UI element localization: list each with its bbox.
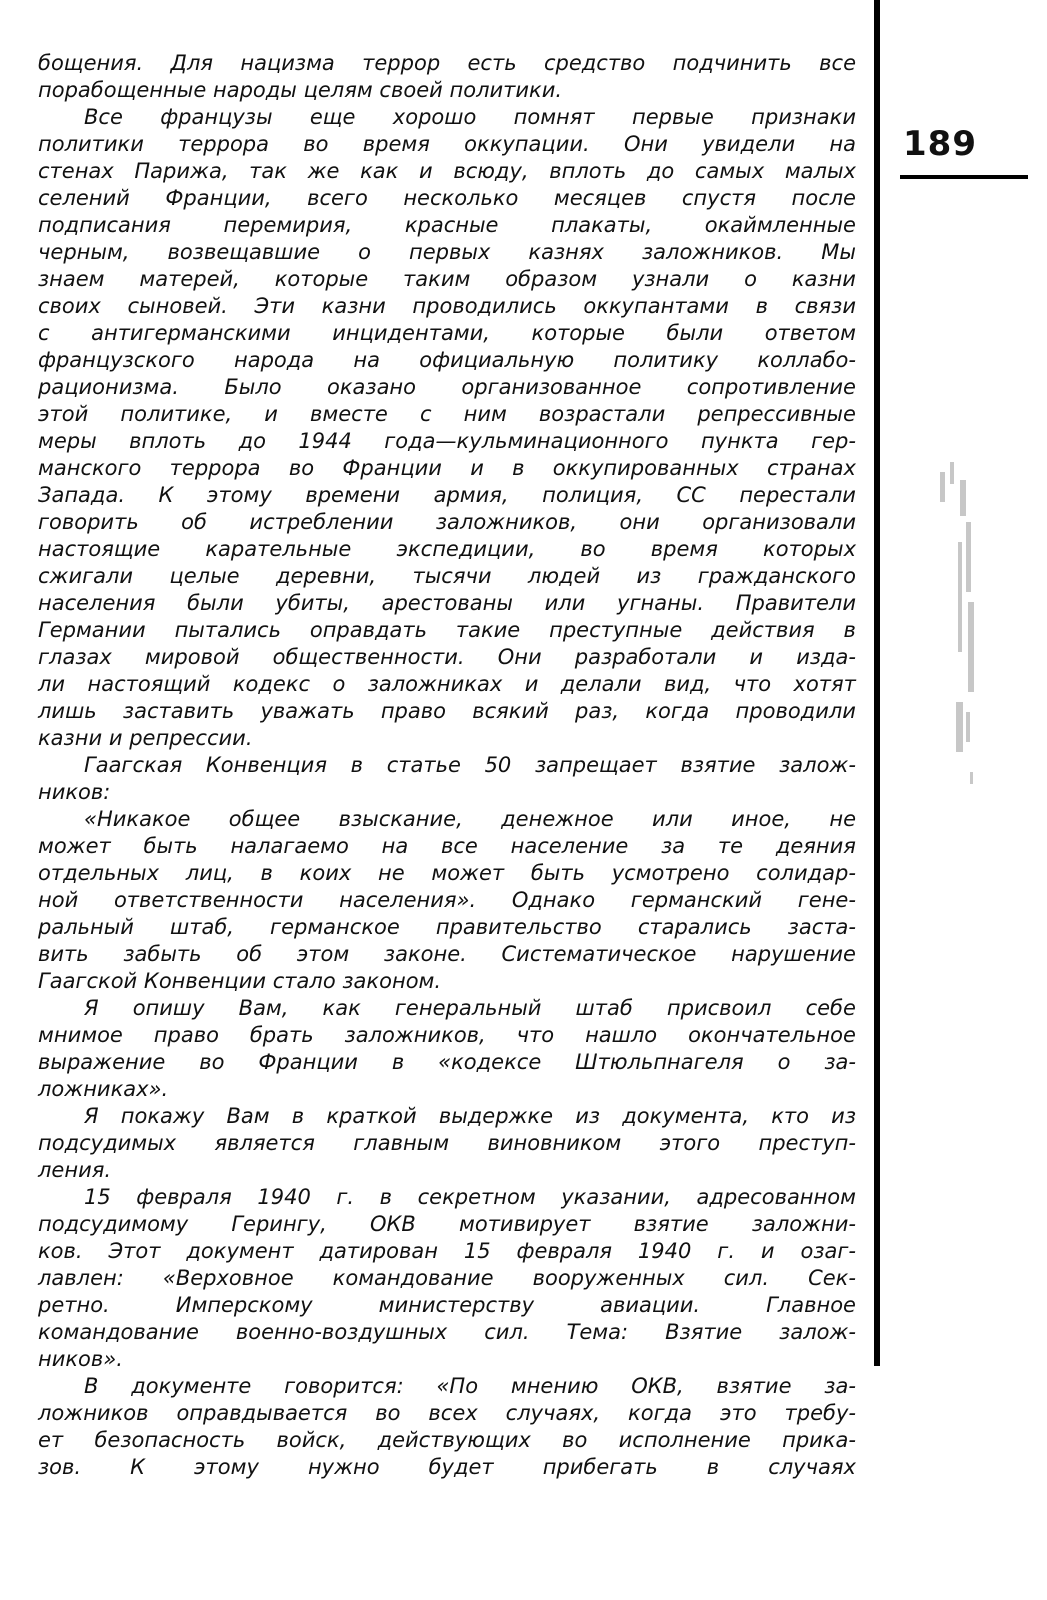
text-line: Запада. К этому времени армия, полиция, СС перестали <box>38 483 856 507</box>
body-text <box>38 50 856 1481</box>
text-line: глазах мировой общественности. Они разработали и изда- <box>38 645 856 669</box>
text-line: ет безопасность войск, действующих во исполнение прика- <box>38 1428 856 1452</box>
text-line: говорить об истреблении заложников, они организовали <box>38 510 856 534</box>
text-line: лавлен: «Верховное командование вооруженных сил. Сек- <box>38 1266 856 1290</box>
text-line: своих сыновей. Эти казни проводились оккупантами в связи <box>38 294 856 318</box>
page-number-underline <box>900 175 1028 179</box>
text-line: населения были убиты, арестованы или угнаны. Правители <box>38 591 856 615</box>
text-line: ральный штаб, германское правительство старались заста- <box>38 915 856 939</box>
text-line: может быть налагаемо на все население за те деяния <box>38 834 856 858</box>
text-line: Германии пытались оправдать такие преступные действия в <box>38 618 856 642</box>
paragraph <box>38 1103 856 1184</box>
text-line: черным, возвещавшие о первых казнях заложников. Мы <box>38 240 856 264</box>
text-line: ложниках». <box>38 1077 169 1101</box>
text-line: манского террора во Франции и в оккупированных странах <box>38 456 856 480</box>
text-line: казни и репрессии. <box>38 726 253 750</box>
text-line: зов. К этому нужно будет прибегать в случаях <box>38 1455 856 1479</box>
text-line: ложников оправдывается во всех случаях, когда это требу- <box>38 1401 856 1425</box>
text-line: подписания перемирия, красные плакаты, окаймленные <box>38 213 856 237</box>
text-line: ников». <box>38 1347 123 1371</box>
text-line: вить забыть об этом законе. Систематическое нарушение <box>38 942 856 966</box>
text-line: ления. <box>38 1158 112 1182</box>
text-line: французского народа на официальную политику коллабо- <box>38 348 856 372</box>
text-line: В документе говорится: «По мнению ОКВ, взятие за- <box>84 1374 856 1398</box>
paragraph <box>38 104 856 752</box>
text-line: выражение во Франции в «кодексе Штюльпнагеля о за- <box>38 1050 856 1074</box>
text-line: подсудимых является главным виновником этого преступ- <box>38 1131 856 1155</box>
text-line: стенах Парижа, так же как и всюду, вплоть до самых малых <box>38 159 856 183</box>
paragraph <box>38 752 856 806</box>
text-line: 15 февраля 1940 г. в секретном указании, адресованном <box>84 1185 856 1209</box>
text-line: сжигали целые деревни, тысячи людей из гражданского <box>38 564 856 588</box>
text-line: знаем матерей, которые таким образом узнали о казни <box>38 267 856 291</box>
text-line: Я покажу Вам в краткой выдержке из документа, кто из <box>84 1104 856 1128</box>
text-line: ников: <box>38 780 111 804</box>
text-line: Все французы еще хорошо помнят первые признаки <box>84 105 856 129</box>
text-line: меры вплоть до 1944 года—кульминационного пункта гер- <box>38 429 856 453</box>
faded-stamp-mark <box>936 462 980 792</box>
text-line: бощения. Для нацизма террор есть средство подчинить все <box>38 51 856 75</box>
text-line: лишь заставить уважать право всякий раз, когда проводили <box>38 699 856 723</box>
margin-vertical-rule <box>874 0 880 1366</box>
text-line: рационизма. Было оказано организованное сопротивление <box>38 375 856 399</box>
text-line: настоящие карательные экспедиции, во время которых <box>38 537 856 561</box>
text-line: командование военно-воздушных сил. Тема: Взятие залож- <box>38 1320 856 1344</box>
text-line: селений Франции, всего несколько месяцев спустя после <box>38 186 856 210</box>
text-line: ретно. Имперскому министерству авиации. Главное <box>38 1293 856 1317</box>
text-line: Гаагской Конвенции стало законом. <box>38 969 442 993</box>
paragraph <box>38 1373 856 1481</box>
text-line: «Никакое общее взыскание, денежное или иное, не <box>84 807 856 831</box>
text-line: порабощенные народы целям своей политики. <box>38 78 563 102</box>
text-line: Я опишу Вам, как генеральный штаб присвоил себе <box>84 996 856 1020</box>
text-line: ков. Этот документ датирован 15 февраля 1940 г. и озаг- <box>38 1239 856 1263</box>
text-line: ной ответственности населения». Однако германский гене- <box>38 888 856 912</box>
text-line: политики террора во время оккупации. Они увидели на <box>38 132 856 156</box>
paragraph <box>38 1184 856 1373</box>
paragraph <box>38 995 856 1103</box>
text-line: мнимое право брать заложников, что нашло окончательное <box>38 1023 856 1047</box>
text-line: Гаагская Конвенция в статье 50 запрещает взятие залож- <box>84 753 856 777</box>
paragraph <box>38 50 856 104</box>
text-line: отдельных лиц, в коих не может быть усмотрено солидар- <box>38 861 856 885</box>
text-line: подсудимому Герингу, ОКВ мотивирует взятие заложни- <box>38 1212 856 1236</box>
text-line: ли настоящий кодекс о заложниках и делали вид, что хотят <box>38 672 856 696</box>
page-number: 189 <box>903 124 977 164</box>
text-line: этой политике, и вместе с ним возрастали репрессивные <box>38 402 856 426</box>
text-line: с антигерманскими инцидентами, которые были ответом <box>38 321 856 345</box>
paragraph <box>38 806 856 995</box>
